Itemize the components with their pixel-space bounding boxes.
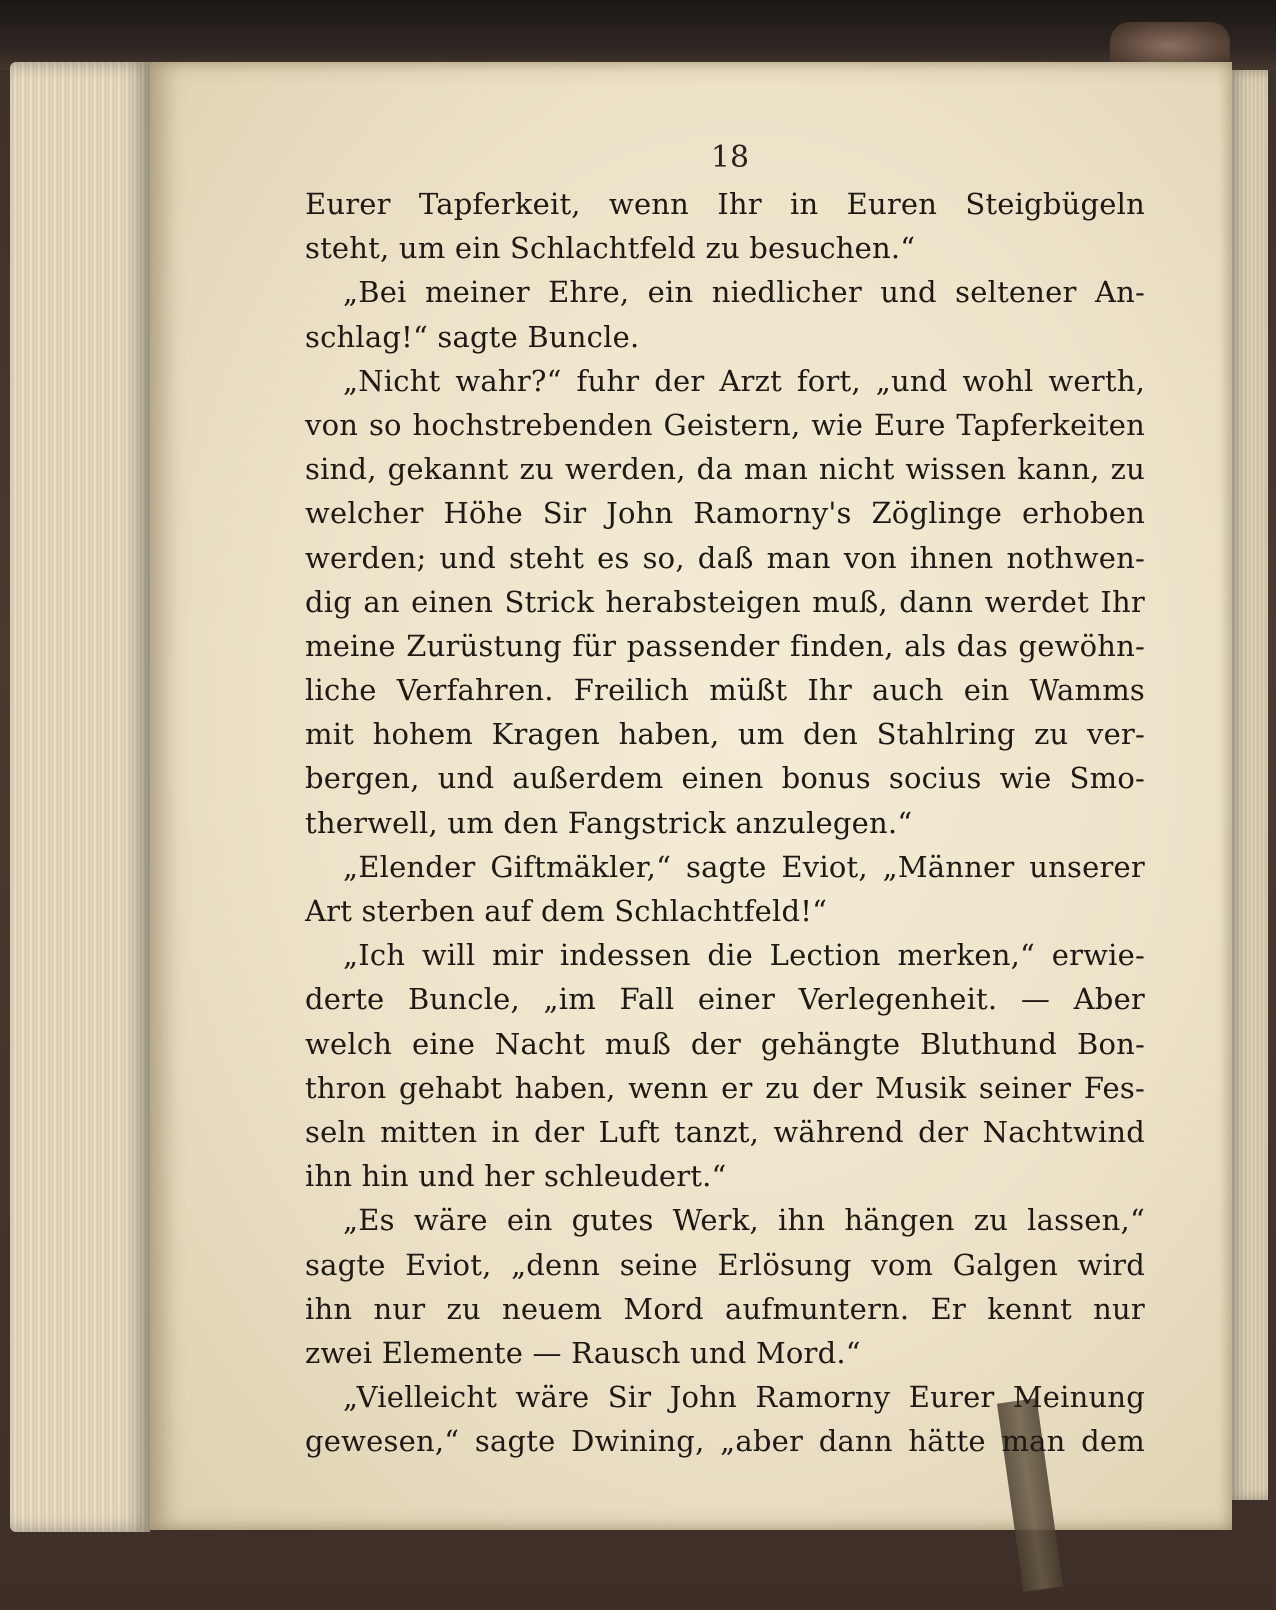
text-line: dig an einen Strick herabsteigen muß, dann werdet Ihr [305,584,1145,619]
text-line: werden; und steht es so, daß man von ihnen nothwen- [305,540,1145,575]
text-line: mit hohem Kragen haben, um den Stahlring zu ver- [305,717,1145,752]
text-line: von so hochstrebenden Geistern, wie Eure Tapferkeiten [305,407,1145,442]
text-line: meine Zurüstung für passender finden, als das gewöhn- [305,628,1145,663]
text-line: Eurer Tapferkeit, wenn Ihr in Euren Steigbügeln [305,187,1145,221]
cover-top-edge [0,0,1276,70]
text-line: seln mitten in der Luft tanzt, während der Nachtwind [305,1114,1145,1149]
text-line: thron gehabt haben, wenn er zu der Musik seiner Fes- [305,1070,1145,1105]
text-line: welch eine Nacht muß der gehängte Bluthund Bon- [305,1026,1145,1061]
text-line: „Vielleicht wäre Sir John Ramorny Eurer Meinung [343,1380,1145,1415]
text-line: ihn hin und her schleudert.“ [305,1159,727,1194]
text-line: ihn nur zu neuem Mord aufmuntern. Er kennt nur [305,1291,1145,1326]
text-line: „Es wäre ein gutes Werk, ihn hängen zu lassen,“ [343,1203,1145,1238]
page-edges-right [1228,70,1268,1500]
text-line: sind, gekannt zu werden, da man nicht wissen kann, zu [305,452,1145,487]
page-number: 18 [710,140,750,175]
text-line: sagte Eviot, „denn seine Erlösung vom Galgen wird [305,1247,1145,1282]
text-line: „Ich will mir indessen die Lection merken,“ erwie- [343,938,1145,973]
text-line: Art sterben auf dem Schlachtfeld!“ [305,894,828,928]
text-line: zwei Elemente — Rausch und Mord.“ [305,1335,861,1370]
text-line: bergen, und außerdem einen bonus socius wie Smo- [305,761,1145,796]
text-line: „Elender Giftmäkler,“ sagte Eviot, „Männer unserer [343,849,1145,884]
text-line: derte Buncle, „im Fall einer Verlegenheit. — Aber [305,982,1145,1017]
page-edges-left [10,62,150,1532]
text-line: „Nicht wahr?“ fuhr der Arzt fort, „und wohl werth, [343,363,1145,398]
text-line: liche Verfahren. Freilich müßt Ihr auch ein Wamms [305,673,1145,708]
text-line: steht, um ein Schlachtfeld zu besuchen.“ [305,231,916,266]
text-line: schlag!“ sagte Buncle. [305,319,640,354]
text-line: gewesen,“ sagte Dwining, „aber dann hätte man dem [305,1424,1145,1459]
text-line: „Bei meiner Ehre, ein niedlicher und seltener An- [343,275,1145,310]
text-line: welcher Höhe Sir John Ramorny's Zöglinge erhoben [305,496,1145,531]
text-line: therwell, um den Fangstrick anzulegen.“ [305,805,913,840]
page-text [305,182,1145,1463]
